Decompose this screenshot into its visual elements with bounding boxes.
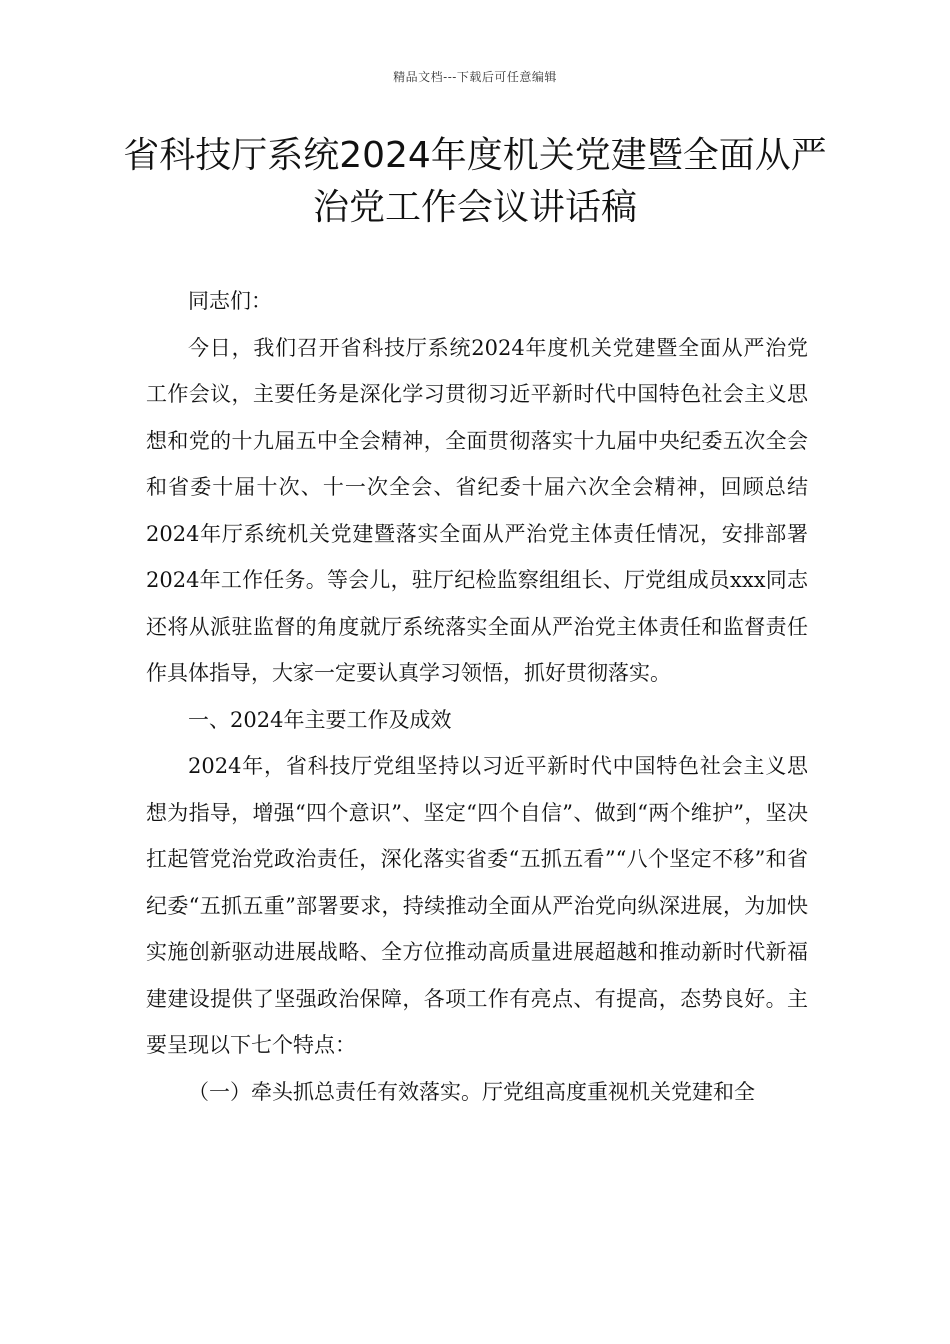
- document-title: 省科技厅系统2024年度机关党建暨全面从严治党工作会议讲话稿: [123, 135, 827, 228]
- section-heading: 一、2024年主要工作及成效: [188, 707, 452, 732]
- intro-paragraph: 今日，我们召开省科技厅系统2024年度机关党建暨全面从严治党工作会议，主要任务是深化学习贯彻习近平新时代中国特色社会主义思想和党的十九届五中全会精神，全面贯彻落实十九届中央纪委五次全会和省委十届十次、十一次全会、省纪委十届六次全会精神，回顾总结2024年厅系统机关党建暨落实全面从严治党主体责任情况，安排部署2024年工作任务。等会儿，驻厅纪检监察组组长、厅党组成员xxx同志还将从派驻监督的角度就厅系统落实全面从严治党主体责任和监督责任作具体指导，大家一定要认真学习领悟，抓好贯彻落实。: [146, 335, 808, 685]
- subsection-paragraph: （一）牵头抓总责任有效落实。厅党组高度重视机关党建和全: [188, 1079, 755, 1104]
- header-note: 精品文档---下载后可任意编辑: [393, 70, 557, 84]
- document-body: [146, 278, 808, 1115]
- summary-paragraph: 2024年，省科技厅党组坚持以习近平新时代中国特色社会主义思想为指导，增强“四个意识”、坚定“四个自信”、做到“两个维护”，坚决扛起管党治党政治责任，深化落实省委“五抓五看”“八个坚定不移”和省纪委“五抓五重”部署要求，持续推动全面从严治党向纵深进展，为加快实施创新驱动进展战略、全方位推动高质量进展超越和推动新时代新福建建设提供了坚强政治保障，各项工作有亮点、有提高，态势良好。主要呈现以下七个特点：: [146, 754, 808, 1057]
- salutation-paragraph: 同志们：: [188, 289, 272, 313]
